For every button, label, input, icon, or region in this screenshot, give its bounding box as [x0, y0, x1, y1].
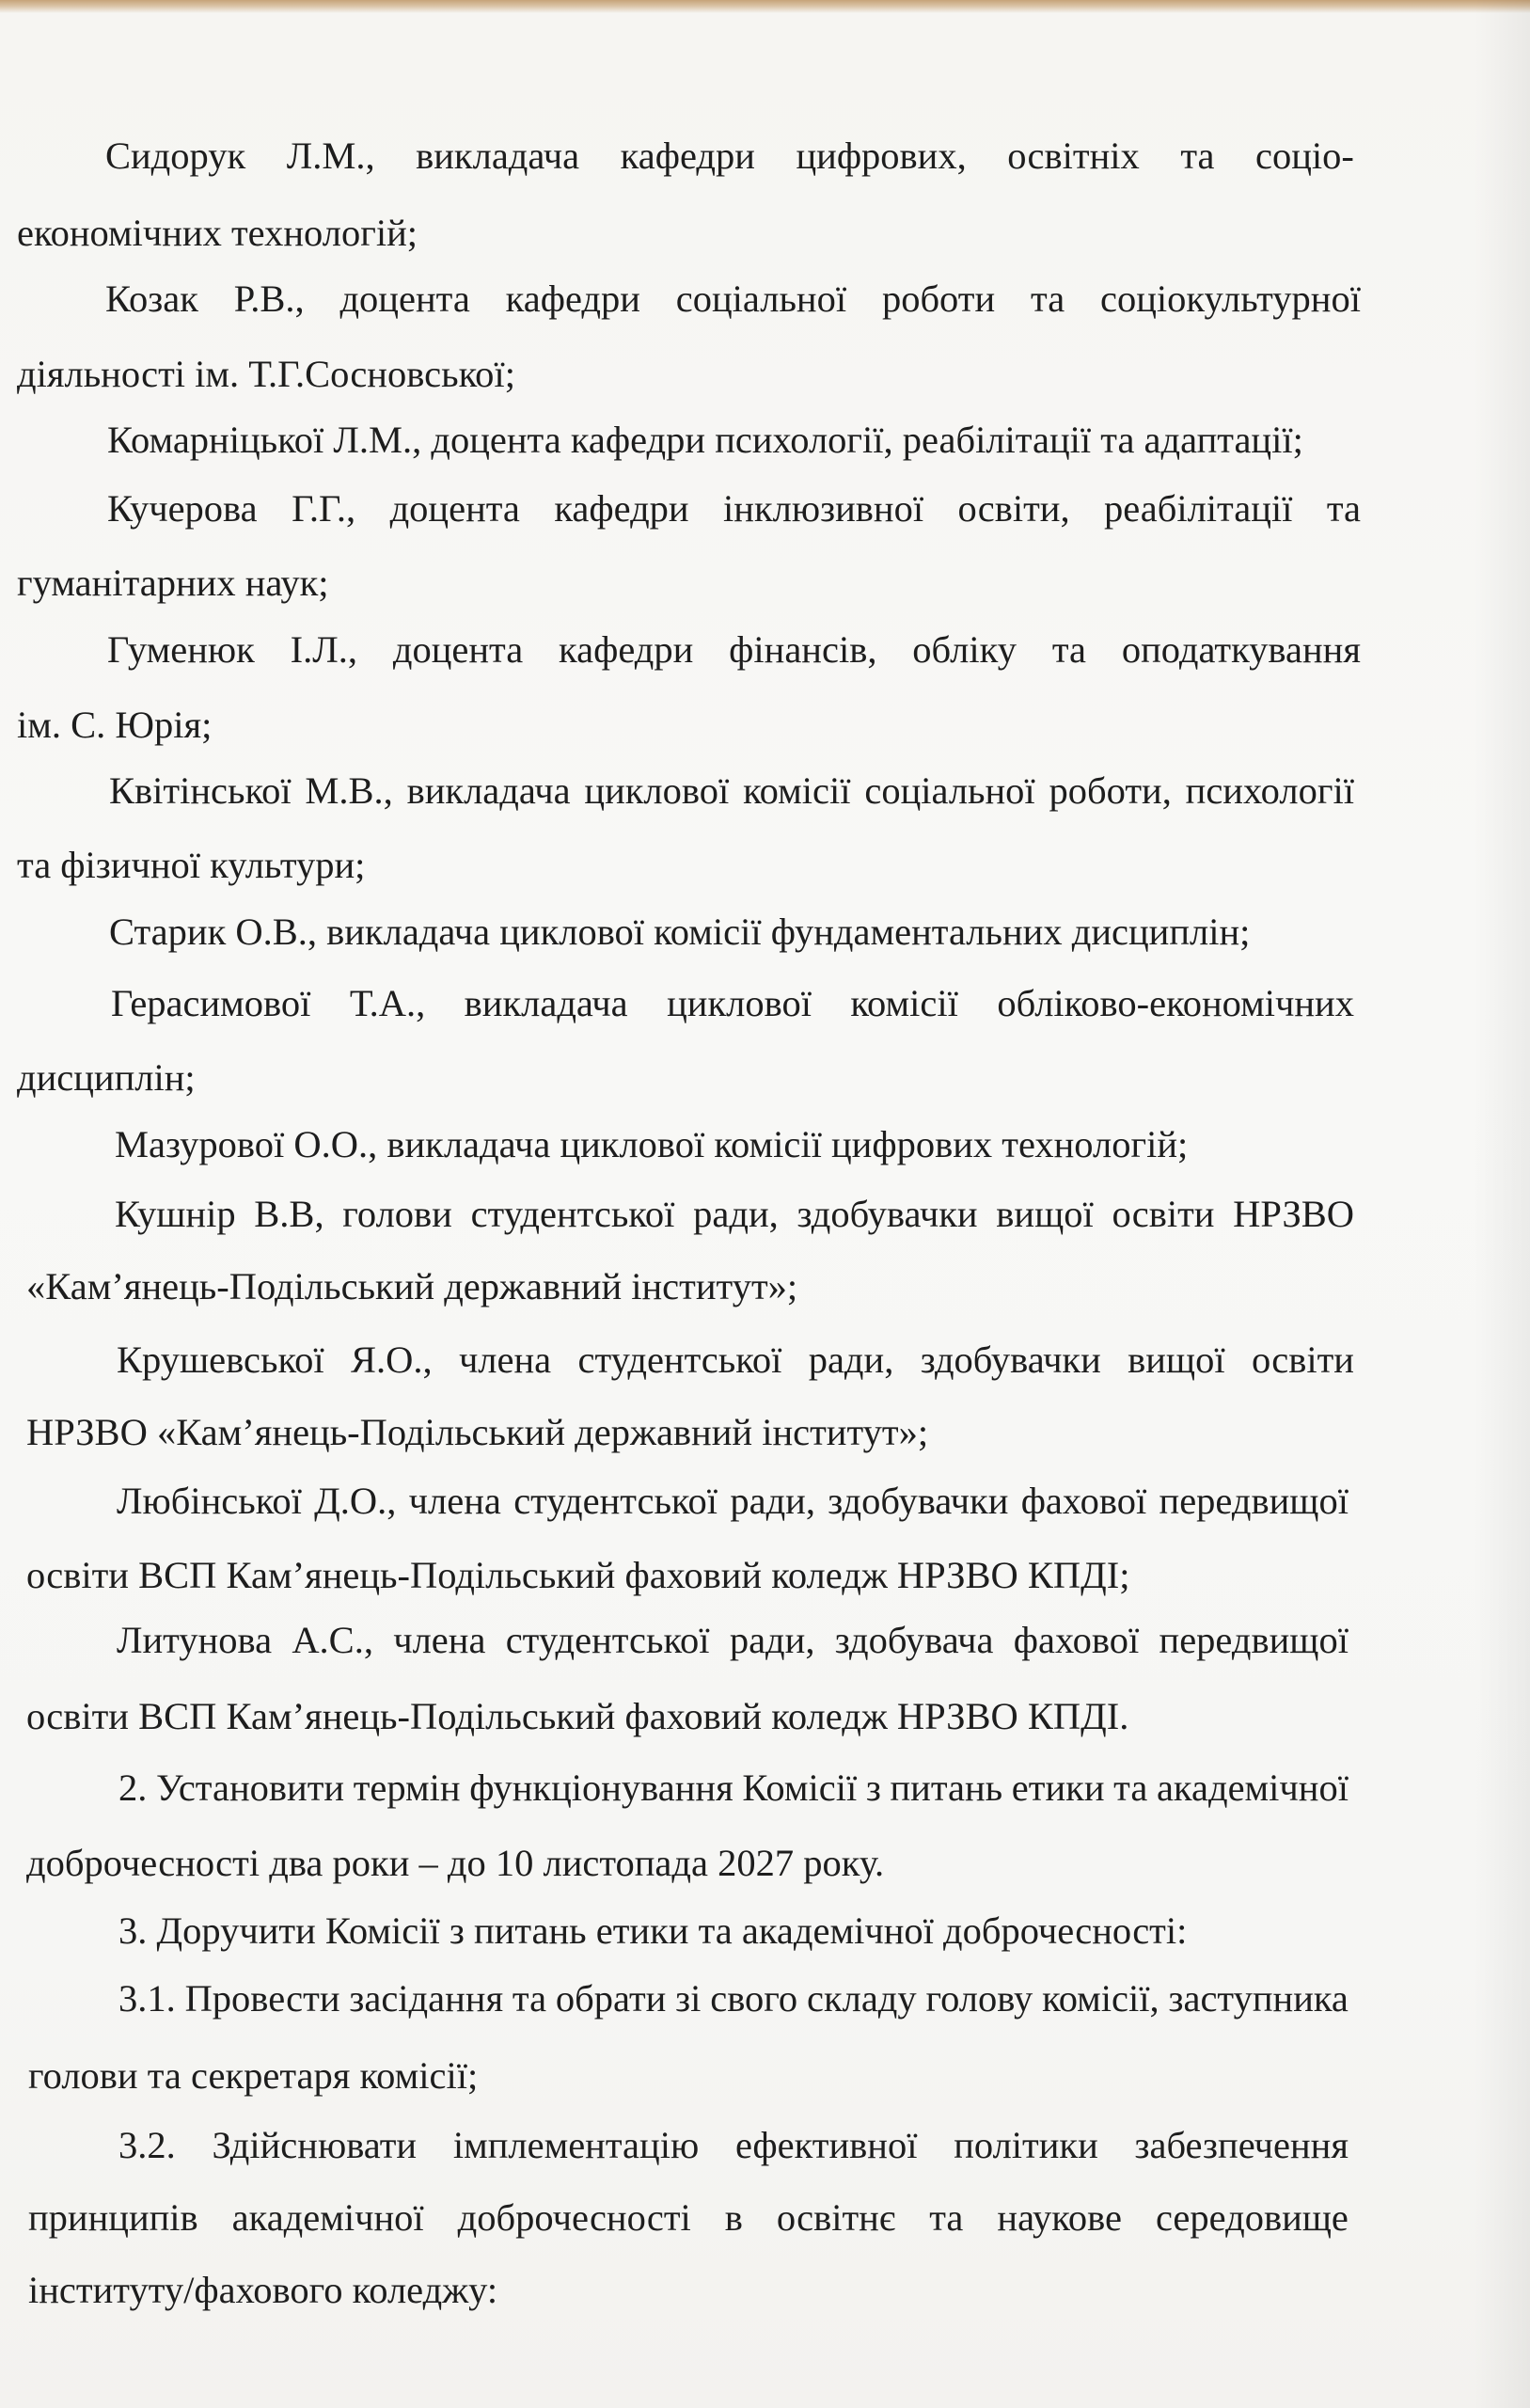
word: та фізичної культури;: [17, 844, 366, 886]
word: студентської: [513, 1480, 718, 1522]
text-line: [111, 970, 1354, 1038]
word: Установити: [156, 1766, 345, 1809]
word: голови: [342, 1193, 452, 1235]
text-line: [109, 898, 1250, 966]
text-line: [17, 691, 212, 759]
text-line: [109, 757, 1354, 825]
word: Провести: [184, 1977, 340, 2020]
word: фахової: [1013, 1619, 1140, 1661]
text-line: [17, 832, 365, 899]
text-line: [26, 1683, 1128, 1751]
word: викладача: [406, 769, 571, 812]
word: діяльності ім. Т.Г.Сосновської;: [17, 353, 515, 395]
word: та: [1180, 135, 1215, 177]
text-line: [118, 1754, 1349, 1822]
word: доброчесності два роки – до 10 листопада 2027 року.: [26, 1842, 885, 1884]
word: ради,: [729, 1619, 815, 1661]
word: освіти,: [957, 487, 1070, 530]
word: фахової: [1020, 1480, 1147, 1522]
word: ради,: [808, 1339, 894, 1381]
word: кафедри: [620, 135, 755, 177]
word: фінансів,: [729, 628, 877, 671]
word: інклюзивної: [723, 487, 924, 530]
word: соціальної: [864, 769, 1035, 812]
word: члена: [393, 1619, 486, 1661]
word: В.В,: [254, 1193, 324, 1235]
word: вищої: [996, 1193, 1094, 1235]
text-line: [118, 1965, 1349, 2033]
word: голови та секретаря комісії;: [28, 2054, 479, 2097]
text-line: [17, 1044, 196, 1112]
word: середовище: [1155, 2196, 1349, 2239]
word: та: [1326, 487, 1361, 530]
text-line: [105, 265, 1361, 333]
word: здобувачки: [828, 1480, 1009, 1522]
word: термін: [353, 1766, 461, 1809]
word: в: [724, 2196, 743, 2239]
word: Мазурової О.О., викладача циклової комісії цифрових технологій;: [115, 1123, 1189, 1165]
word: Гуменюк: [107, 628, 255, 671]
word: доцента: [339, 277, 470, 320]
word: засідання: [349, 1977, 504, 2020]
text-line: [26, 1542, 1130, 1609]
word: комісії: [850, 982, 958, 1024]
word: зі: [675, 1977, 702, 2020]
text-line: [28, 2042, 478, 2110]
text-line: [17, 199, 418, 267]
word: заступника: [1168, 1977, 1349, 2020]
word: Я.О.,: [350, 1339, 433, 1381]
word: обліково-економічних: [997, 982, 1354, 1024]
word: кафедри: [505, 277, 640, 320]
word: Литунова: [117, 1619, 273, 1661]
word: А.С.,: [292, 1619, 373, 1661]
word: обліку: [912, 628, 1017, 671]
word: та: [1113, 1766, 1148, 1809]
word: комісії,: [1042, 1977, 1159, 2020]
word: реабілітації: [1104, 487, 1293, 530]
text-line: [105, 122, 1354, 190]
word: голову: [925, 1977, 1033, 2020]
word: І.Л.,: [290, 628, 357, 671]
word: НРЗВО «Кам’янець-Подільський державний інститут»;: [26, 1411, 929, 1453]
word: Комісії: [742, 1766, 858, 1809]
word: освіти: [1112, 1193, 1215, 1235]
word: освіти: [1251, 1339, 1354, 1381]
word: та: [512, 1977, 547, 2020]
word: Сидорук: [105, 135, 246, 177]
text-line: [28, 2257, 497, 2324]
word: цифрових,: [796, 135, 967, 177]
word: імплементацію: [452, 2124, 700, 2166]
text-line: [26, 1399, 928, 1466]
word: здобувачки: [797, 1193, 978, 1235]
text-line: [115, 1180, 1354, 1248]
word: Г.Г.,: [292, 487, 356, 530]
word: та: [1031, 277, 1065, 320]
word: члена: [458, 1339, 552, 1381]
word: соціальної: [675, 277, 847, 320]
word: складу: [806, 1977, 917, 2020]
word: студентської: [470, 1193, 675, 1235]
word: Кушнір: [115, 1193, 236, 1235]
word: 3.2.: [118, 2124, 176, 2166]
word: кафедри: [559, 628, 694, 671]
word: оподаткування: [1121, 628, 1361, 671]
text-line: [115, 1111, 1188, 1179]
word: дисциплін;: [17, 1056, 196, 1099]
word: Козак: [105, 277, 198, 320]
word: Л.М.,: [286, 135, 375, 177]
word: студентської: [505, 1619, 710, 1661]
word: ради,: [730, 1480, 815, 1522]
word: ради,: [693, 1193, 779, 1235]
word: політики: [954, 2124, 1098, 2166]
text-line: [107, 616, 1361, 684]
word: освітнє: [776, 2196, 896, 2239]
word: академічної: [231, 2196, 424, 2239]
word: доцента: [389, 487, 520, 530]
word: питань: [890, 1766, 1003, 1809]
word: Квітінської: [109, 769, 292, 812]
word: та: [929, 2196, 964, 2239]
word: психології: [1185, 769, 1354, 812]
word: академічної: [1156, 1766, 1349, 1809]
word: доброчесності: [457, 2196, 691, 2239]
word: наукове: [997, 2196, 1122, 2239]
text-line: [118, 1897, 1187, 1965]
word: з: [865, 1766, 881, 1809]
word: Кучерова: [107, 487, 258, 530]
word: ефективної: [734, 2124, 918, 2166]
word: Старик О.В., викладача циклової комісії фундаментальних дисциплін;: [109, 911, 1251, 953]
text-line: [118, 2112, 1349, 2179]
word: свого: [710, 1977, 798, 2020]
word: роботи,: [1049, 769, 1172, 812]
text-line: [107, 475, 1361, 543]
word: кафедри: [554, 487, 689, 530]
word: «Кам’янець-Подільський державний інститут»;: [26, 1265, 798, 1307]
word: ім. С. Юрія;: [17, 704, 213, 746]
word: роботи: [881, 277, 996, 320]
word: циклової: [584, 769, 730, 812]
text-line: [117, 1326, 1354, 1394]
word: гуманітарних наук;: [17, 562, 329, 604]
word: передвищої: [1159, 1619, 1349, 1661]
word: функціонування: [469, 1766, 733, 1809]
text-line: [26, 1830, 884, 1897]
word: 2.: [118, 1766, 148, 1809]
text-line: [117, 1467, 1349, 1535]
word: комісії: [743, 769, 851, 812]
text-line: [17, 549, 329, 617]
word: Любінської: [117, 1480, 302, 1522]
word: освіти ВСП Кам’янець-Подільський фаховий коледж НРЗВО КПДІ;: [26, 1554, 1130, 1596]
word: обрати: [555, 1977, 667, 2020]
word: викладача: [464, 982, 628, 1024]
word: Т.А.,: [349, 982, 426, 1024]
word: вищої: [1128, 1339, 1225, 1381]
word: здобувача: [834, 1619, 994, 1661]
word: студентської: [577, 1339, 782, 1381]
text-line: [17, 341, 515, 408]
word: та: [1051, 628, 1086, 671]
word: Р.В.,: [233, 277, 305, 320]
word: освіти ВСП Кам’янець-Подільський фаховий коледж НРЗВО КПДІ.: [26, 1695, 1129, 1737]
text-line: [107, 406, 1303, 474]
word: принципів: [28, 2196, 198, 2239]
word: Д.О.,: [314, 1480, 397, 1522]
word: передвищої: [1159, 1480, 1349, 1522]
word: 3.1.: [118, 1977, 176, 2020]
text-line: [28, 2184, 1349, 2252]
word: економічних технологій;: [17, 212, 418, 254]
text-line: [117, 1607, 1349, 1674]
word: соціокультурної: [1100, 277, 1361, 320]
word: забезпечення: [1134, 2124, 1349, 2166]
word: доцента: [392, 628, 524, 671]
word: викладача: [416, 135, 580, 177]
word: Здійснювати: [212, 2124, 418, 2166]
word: етики: [1011, 1766, 1105, 1809]
word: здобувачки: [920, 1339, 1101, 1381]
word: Крушевської: [117, 1339, 324, 1381]
word: освітніх: [1007, 135, 1140, 177]
word: соціо-: [1255, 135, 1354, 177]
word: циклової: [667, 982, 812, 1024]
word: Комарніцької Л.М., доцента кафедри психології, реабілітації та адаптації;: [107, 419, 1303, 461]
word: члена: [408, 1480, 501, 1522]
word: НРЗВО: [1233, 1193, 1354, 1235]
word: інституту/фахового коледжу:: [28, 2269, 498, 2311]
word: М.В.,: [305, 769, 393, 812]
word: 3. Доручити Комісії з питань етики та академічної доброчесності:: [118, 1909, 1188, 1952]
word: Герасимової: [111, 982, 311, 1024]
text-line: [26, 1253, 797, 1321]
